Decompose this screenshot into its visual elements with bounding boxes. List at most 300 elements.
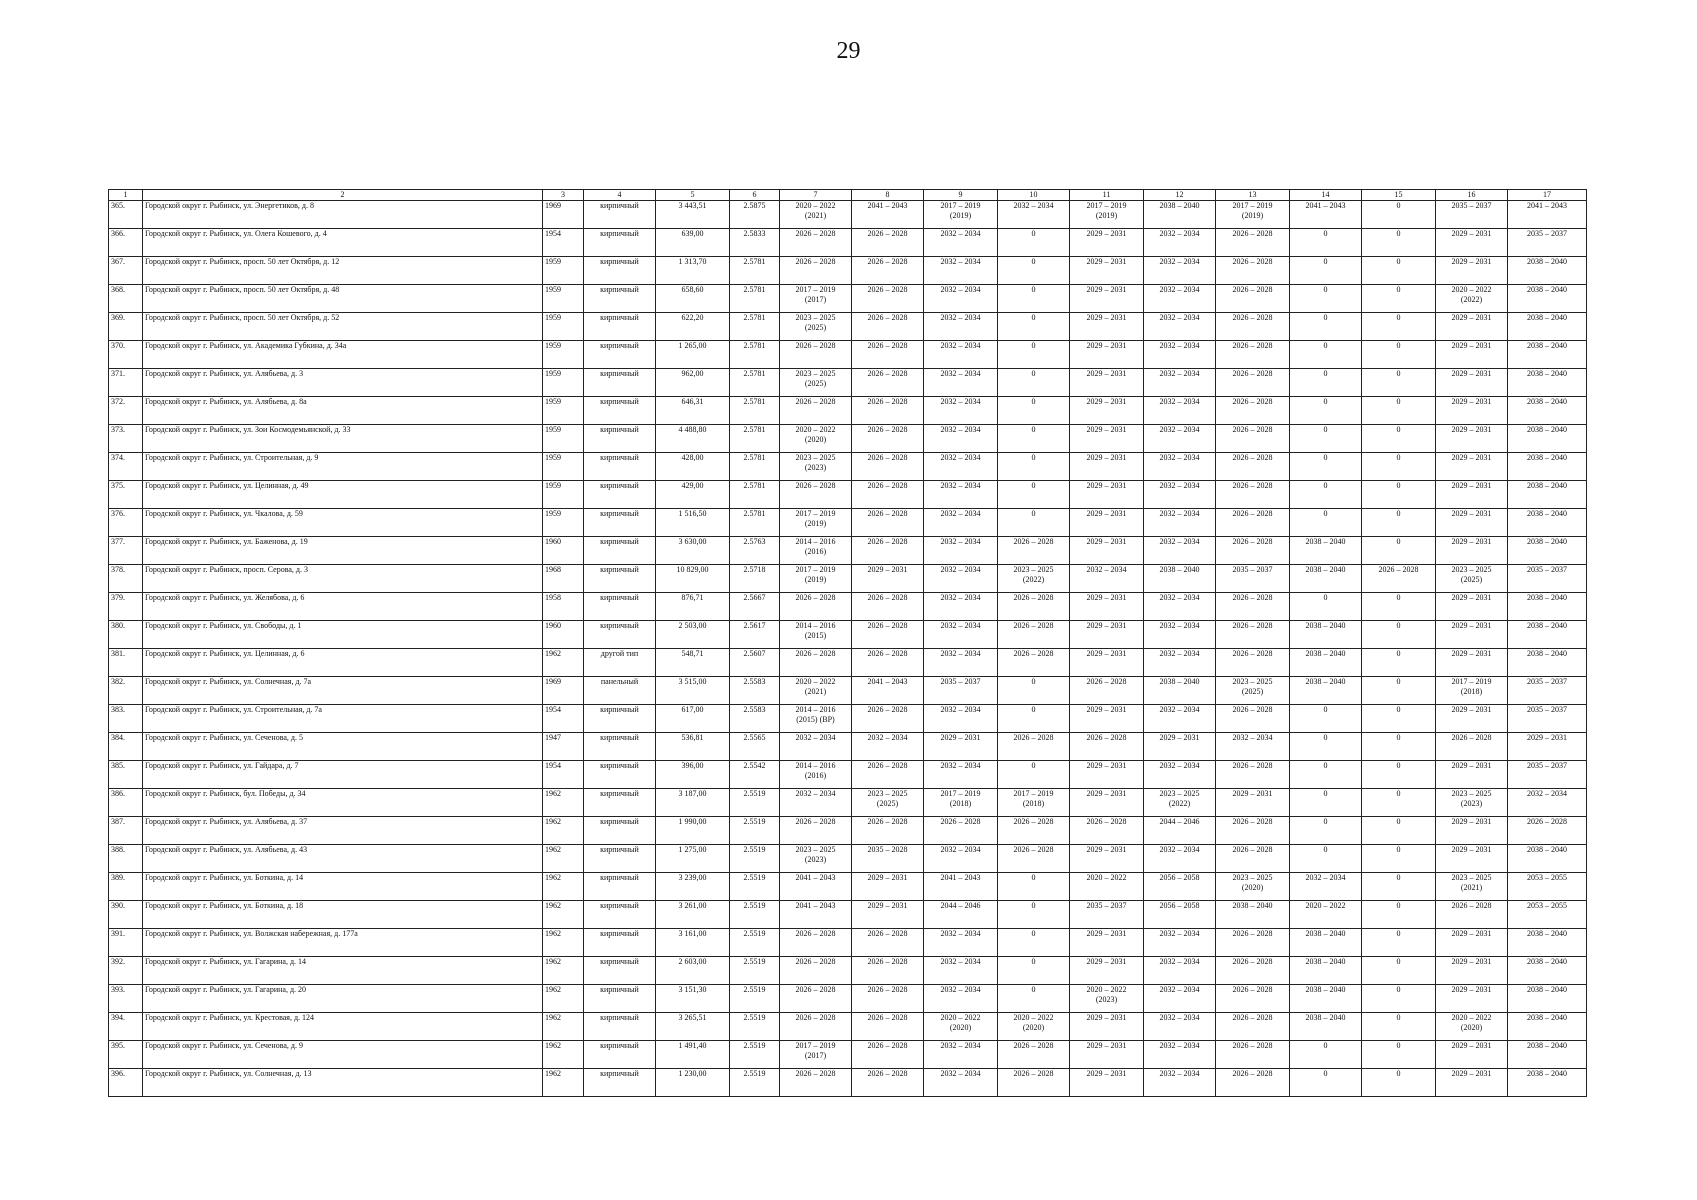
cell-text: 2029 – 2031 (1451, 257, 1492, 266)
table-cell (1070, 845, 1144, 873)
table-cell (656, 705, 730, 733)
table-cell (1508, 873, 1587, 901)
table-cell (1436, 873, 1508, 901)
cell-text: (2017) (804, 1051, 827, 1060)
cell-text: 2023 – 2025 (867, 789, 908, 798)
table-cell (852, 929, 924, 957)
cell-text: 0 (1323, 369, 1328, 378)
cell-text: 2032 – 2034 (1159, 369, 1200, 378)
table-cell (998, 1069, 1070, 1097)
cell-text: 2032 – 2034 (1159, 621, 1200, 630)
table-cell (1436, 285, 1508, 313)
table-row (109, 565, 1587, 593)
table-cell (1290, 1013, 1362, 1041)
table-cell (1290, 341, 1362, 369)
year-cell (543, 845, 584, 873)
table-cell (998, 537, 1070, 565)
table-cell (1436, 677, 1508, 705)
cell-text: 2035 – 2037 (1232, 565, 1273, 574)
table-cell (852, 565, 924, 593)
cell-text: 0 (1031, 257, 1036, 266)
table-row (109, 229, 1587, 257)
cell-text: 1 313,70 (678, 257, 707, 266)
table-cell (1144, 705, 1216, 733)
cell-text: 2038 – 2040 (1527, 1013, 1567, 1022)
table-cell (1436, 369, 1508, 397)
row-number-cell (109, 957, 143, 985)
cell-text: 2.5519 (743, 985, 766, 994)
cell-text: 2032 – 2034 (940, 1069, 981, 1078)
table-cell (1216, 761, 1290, 789)
cell-text: Городской округ г. Рыбинск, ул. Гайдара, д. 7 (145, 761, 299, 770)
cell-text: 2035 – 2037 (940, 677, 981, 686)
cell-text: 365. (111, 201, 125, 210)
table-cell (584, 285, 656, 313)
cell-text: 2038 – 2040 (1527, 453, 1567, 462)
cell-text: 2038 – 2040 (1527, 537, 1567, 546)
row-number-cell (109, 929, 143, 957)
address-cell (143, 565, 543, 593)
cell-text: 2029 – 2031 (1086, 789, 1127, 798)
table-cell (656, 481, 730, 509)
table-cell (780, 1013, 852, 1041)
table-cell (780, 677, 852, 705)
cell-text: 2029 – 2031 (1086, 929, 1127, 938)
cell-text: кирпичный (600, 593, 639, 602)
year-cell (543, 929, 584, 957)
cell-text: 2026 – 2028 (867, 425, 908, 434)
cell-text: (2019) (1095, 211, 1118, 220)
table-cell (1144, 649, 1216, 677)
cell-text: 2026 – 2028 (795, 817, 836, 826)
cell-text: 2029 – 2031 (1086, 285, 1127, 294)
cell-text: Городской округ г. Рыбинск, ул. Желябова, д. 6 (145, 593, 305, 602)
table-cell (584, 565, 656, 593)
cell-text: 2029 – 2031 (1086, 509, 1127, 518)
cell-text: 2032 – 2034 (1159, 229, 1200, 238)
cell-text: 2032 – 2034 (1013, 201, 1054, 210)
table-cell (584, 341, 656, 369)
table-cell (1144, 565, 1216, 593)
table-cell (584, 957, 656, 985)
cell-text: кирпичный (600, 817, 639, 826)
table-cell (1362, 817, 1436, 845)
cell-text: 2029 – 2031 (1086, 369, 1127, 378)
cell-text: (2019) (804, 519, 827, 528)
column-header: 2 (143, 190, 543, 201)
cell-text: 2029 – 2031 (1086, 257, 1127, 266)
table-cell (656, 733, 730, 761)
table-cell (1508, 397, 1587, 425)
cell-text: 2023 – 2025 (795, 453, 836, 462)
table-cell (852, 901, 924, 929)
table-cell (656, 1041, 730, 1069)
table-cell (730, 481, 780, 509)
cell-text: 0 (1396, 789, 1401, 798)
table-cell (998, 733, 1070, 761)
cell-text: 2038 – 2040 (1527, 341, 1567, 350)
cell-text: 2026 – 2028 (867, 817, 908, 826)
cell-text: 0 (1396, 425, 1401, 434)
table-cell (1144, 985, 1216, 1013)
table-cell (1290, 957, 1362, 985)
cell-text: 2020 – 2022 (940, 1013, 981, 1022)
table-row (109, 593, 1587, 621)
cell-text: 2032 – 2034 (940, 285, 981, 294)
address-cell (143, 341, 543, 369)
table-cell (924, 817, 998, 845)
cell-text: 0 (1323, 313, 1328, 322)
cell-text: 0 (1396, 649, 1401, 658)
table-row (109, 789, 1587, 817)
cell-text: 1947 (545, 733, 561, 742)
table-cell (656, 397, 730, 425)
cell-text: 2026 – 2028 (795, 929, 836, 938)
cell-text: 1959 (545, 313, 561, 322)
cell-text: 2026 – 2028 (1013, 537, 1054, 546)
cell-text: 2026 – 2028 (1378, 565, 1419, 574)
table-cell (852, 201, 924, 229)
cell-text: 2032 – 2034 (1159, 313, 1200, 322)
table-cell (780, 789, 852, 817)
row-number-cell (109, 649, 143, 677)
table-cell (1290, 397, 1362, 425)
year-cell (543, 509, 584, 537)
cell-text: 0 (1396, 901, 1401, 910)
table-cell (656, 229, 730, 257)
column-header: 17 (1508, 190, 1587, 201)
address-cell (143, 845, 543, 873)
cell-text: 2056 – 2058 (1159, 901, 1200, 910)
cell-text: 2038 – 2040 (1527, 397, 1567, 406)
table-cell (1508, 537, 1587, 565)
table-cell (852, 313, 924, 341)
table-cell (584, 509, 656, 537)
cell-text: кирпичный (600, 901, 639, 910)
table-cell (1290, 453, 1362, 481)
table-row (109, 313, 1587, 341)
cell-text: кирпичный (600, 1041, 639, 1050)
table-cell (584, 901, 656, 929)
cell-text: 548,71 (681, 649, 704, 658)
table-cell (656, 845, 730, 873)
cell-text: 2026 – 2028 (1232, 285, 1273, 294)
cell-text: 2026 – 2028 (867, 985, 908, 994)
table-cell (1362, 1041, 1436, 1069)
table-cell (1362, 789, 1436, 817)
table-cell (1290, 257, 1362, 285)
table-cell (584, 677, 656, 705)
table-cell (852, 817, 924, 845)
table-cell (924, 957, 998, 985)
year-cell (543, 285, 584, 313)
table-cell (730, 1069, 780, 1097)
table-cell (852, 789, 924, 817)
cell-text: 0 (1396, 1013, 1401, 1022)
table-cell (998, 313, 1070, 341)
cell-text: 2032 – 2034 (940, 985, 981, 994)
table-cell (852, 705, 924, 733)
cell-text: Городской округ г. Рыбинск, ул. Сеченова, д. 9 (145, 1041, 303, 1050)
table-row (109, 985, 1587, 1013)
cell-text: 0 (1396, 677, 1401, 686)
cell-text: 0 (1396, 481, 1401, 490)
cell-text: 2017 – 2019 (1086, 201, 1127, 210)
cell-text: 2041 – 2043 (867, 201, 908, 210)
cell-text: 1959 (545, 453, 561, 462)
table-cell (780, 845, 852, 873)
table-cell (924, 341, 998, 369)
cell-text: 2.5781 (743, 509, 766, 518)
cell-text: 2029 – 2031 (1086, 845, 1127, 854)
table-cell (924, 845, 998, 873)
table-cell (1290, 817, 1362, 845)
address-cell (143, 313, 543, 341)
table-cell (924, 285, 998, 313)
cell-text: кирпичный (600, 453, 639, 462)
table-cell (852, 341, 924, 369)
cell-text: 2029 – 2031 (1086, 1069, 1127, 1078)
cell-text: 2023 – 2025 (1232, 677, 1273, 686)
table-cell (584, 1069, 656, 1097)
cell-text: (2019) (804, 575, 827, 584)
table-cell (1216, 509, 1290, 537)
address-cell (143, 621, 543, 649)
cell-text: 3 515,00 (678, 677, 707, 686)
table-cell (1070, 593, 1144, 621)
table-row (109, 705, 1587, 733)
table-cell (780, 649, 852, 677)
cell-text: 1962 (545, 1041, 561, 1050)
cell-text: кирпичный (600, 481, 639, 490)
cell-text: 2029 – 2031 (1086, 481, 1127, 490)
cell-text: 0 (1396, 1041, 1401, 1050)
table-cell (1216, 1041, 1290, 1069)
cell-text: 2038 – 2040 (1305, 649, 1346, 658)
table-cell (584, 229, 656, 257)
cell-text: 2038 – 2040 (1527, 257, 1567, 266)
cell-text: 2038 – 2040 (1527, 425, 1567, 434)
cell-text: 396. (111, 1069, 125, 1078)
table-cell (780, 817, 852, 845)
cell-text: 2038 – 2040 (1527, 593, 1567, 602)
table-cell (924, 1069, 998, 1097)
table-cell (1362, 845, 1436, 873)
cell-text: 0 (1323, 341, 1328, 350)
table-cell (730, 621, 780, 649)
cell-text: 2023 – 2025 (1013, 565, 1054, 574)
cell-text: (2020) (1460, 1023, 1483, 1032)
cell-text: 2044 – 2046 (1159, 817, 1200, 826)
cell-text: 2026 – 2028 (795, 649, 836, 658)
cell-text: кирпичный (600, 257, 639, 266)
address-cell (143, 901, 543, 929)
cell-text: 2026 – 2028 (1013, 621, 1054, 630)
cell-text: 2026 – 2028 (1086, 677, 1127, 686)
row-number-cell (109, 789, 143, 817)
cell-text: 381. (111, 649, 125, 658)
cell-text: 2029 – 2031 (1086, 397, 1127, 406)
table-cell (730, 1041, 780, 1069)
table-cell (656, 649, 730, 677)
table-cell (1436, 705, 1508, 733)
cell-text: 2.5667 (743, 593, 766, 602)
cell-text: 2026 – 2028 (867, 1013, 908, 1022)
table-cell (998, 873, 1070, 901)
address-cell (143, 257, 543, 285)
table-row (109, 369, 1587, 397)
cell-text: 2026 – 2028 (795, 257, 836, 266)
table-cell (1216, 873, 1290, 901)
cell-text: 2023 – 2025 (1451, 873, 1492, 882)
table-cell (1362, 537, 1436, 565)
cell-text: 2026 – 2028 (1013, 1069, 1054, 1078)
cell-text: 2029 – 2031 (1451, 369, 1492, 378)
table-cell (1216, 565, 1290, 593)
table-cell (1362, 985, 1436, 1013)
row-number-cell (109, 509, 143, 537)
table-cell (1508, 313, 1587, 341)
table-cell (730, 537, 780, 565)
table-cell (584, 817, 656, 845)
cell-text: 0 (1323, 733, 1328, 742)
cell-text: 374. (111, 453, 125, 462)
table-cell (1070, 201, 1144, 229)
cell-text: 388. (111, 845, 125, 854)
cell-text: Городской округ г. Рыбинск, просп. 50 лет Октября, д. 12 (145, 257, 340, 266)
cell-text: 2017 – 2019 (795, 285, 836, 294)
table-cell (656, 1013, 730, 1041)
address-cell (143, 789, 543, 817)
year-cell (543, 1069, 584, 1097)
table-cell (1216, 481, 1290, 509)
table-cell (584, 369, 656, 397)
address-cell (143, 957, 543, 985)
table-cell (656, 929, 730, 957)
year-cell (543, 481, 584, 509)
table-cell (852, 985, 924, 1013)
cell-text: 2026 – 2028 (867, 621, 908, 630)
table-row (109, 397, 1587, 425)
cell-text: 2032 – 2034 (940, 957, 981, 966)
cell-text: 2029 – 2031 (1086, 313, 1127, 322)
table-cell (1290, 761, 1362, 789)
cell-text: 2017 – 2019 (1232, 201, 1273, 210)
cell-text: 1 990,00 (678, 817, 707, 826)
cell-text: 2038 – 2040 (1305, 565, 1346, 574)
column-header: 12 (1144, 190, 1216, 201)
cell-text: 2038 – 2040 (1527, 621, 1567, 630)
cell-text: кирпичный (600, 985, 639, 994)
cell-text: 0 (1396, 985, 1401, 994)
column-header: 6 (730, 190, 780, 201)
row-number-cell (109, 873, 143, 901)
cell-text: 395. (111, 1041, 125, 1050)
table-cell (780, 257, 852, 285)
cell-text: 2026 – 2028 (867, 509, 908, 518)
cell-text: 2014 – 2016 (795, 537, 836, 546)
table-cell (1436, 565, 1508, 593)
cell-text: 2038 – 2040 (1527, 649, 1567, 658)
cell-text: 2026 – 2028 (795, 957, 836, 966)
cell-text: кирпичный (600, 761, 639, 770)
cell-text: 2032 – 2034 (795, 789, 836, 798)
table-row (109, 341, 1587, 369)
table-cell (998, 929, 1070, 957)
table-cell (730, 593, 780, 621)
table-cell (1144, 285, 1216, 313)
table-cell (1362, 341, 1436, 369)
cell-text: 0 (1396, 341, 1401, 350)
cell-text: Городской округ г. Рыбинск, ул. Строительная, д. 9 (145, 453, 319, 462)
cell-text: Городской округ г. Рыбинск, ул. Боткина, д. 18 (145, 901, 304, 910)
year-cell (543, 257, 584, 285)
cell-text: 1954 (545, 761, 561, 770)
cell-text: 2038 – 2040 (1527, 957, 1567, 966)
table-cell (1216, 537, 1290, 565)
table-cell (924, 565, 998, 593)
table-cell (1290, 621, 1362, 649)
table-cell (1362, 957, 1436, 985)
table-cell (656, 201, 730, 229)
table-cell (1216, 845, 1290, 873)
cell-text: 2038 – 2040 (1159, 201, 1200, 210)
table-cell (1362, 397, 1436, 425)
cell-text: 366. (111, 229, 125, 238)
cell-text: 2.5781 (743, 369, 766, 378)
cell-text: 2029 – 2031 (1451, 705, 1492, 714)
address-cell (143, 929, 543, 957)
cell-text: 2032 – 2034 (1159, 397, 1200, 406)
cell-text: 2026 – 2028 (1232, 341, 1273, 350)
table-cell (584, 397, 656, 425)
table-cell (852, 257, 924, 285)
table-cell (1436, 957, 1508, 985)
cell-text: 2029 – 2031 (1086, 649, 1127, 658)
cell-text: Городской округ г. Рыбинск, ул. Зои Космодемьянской, д. 33 (145, 425, 351, 434)
table-cell (780, 733, 852, 761)
cell-text: 2029 – 2031 (1451, 425, 1492, 434)
cell-text: 2032 – 2034 (940, 593, 981, 602)
cell-text: 373. (111, 425, 125, 434)
table-cell (730, 565, 780, 593)
table-cell (584, 537, 656, 565)
address-cell (143, 369, 543, 397)
cell-text: 0 (1323, 509, 1328, 518)
table-cell (1216, 789, 1290, 817)
cell-text: 367. (111, 257, 125, 266)
cell-text: 2032 – 2034 (1527, 789, 1567, 798)
table-cell (1070, 649, 1144, 677)
cell-text: 0 (1396, 397, 1401, 406)
cell-text: 2026 – 2028 (1232, 1013, 1273, 1022)
cell-text: 387. (111, 817, 125, 826)
table-cell (1290, 229, 1362, 257)
cell-text: 0 (1396, 705, 1401, 714)
table-cell (1508, 957, 1587, 985)
cell-text: 2038 – 2040 (1305, 957, 1346, 966)
table-cell (1070, 621, 1144, 649)
table-cell (1436, 425, 1508, 453)
table-cell (1290, 733, 1362, 761)
cell-text: 2017 – 2019 (1013, 789, 1054, 798)
cell-text: 0 (1031, 341, 1036, 350)
cell-text: кирпичный (600, 705, 639, 714)
table-cell (1508, 1041, 1587, 1069)
table-cell (1144, 537, 1216, 565)
cell-text: 1962 (545, 929, 561, 938)
table-cell (1070, 1013, 1144, 1041)
